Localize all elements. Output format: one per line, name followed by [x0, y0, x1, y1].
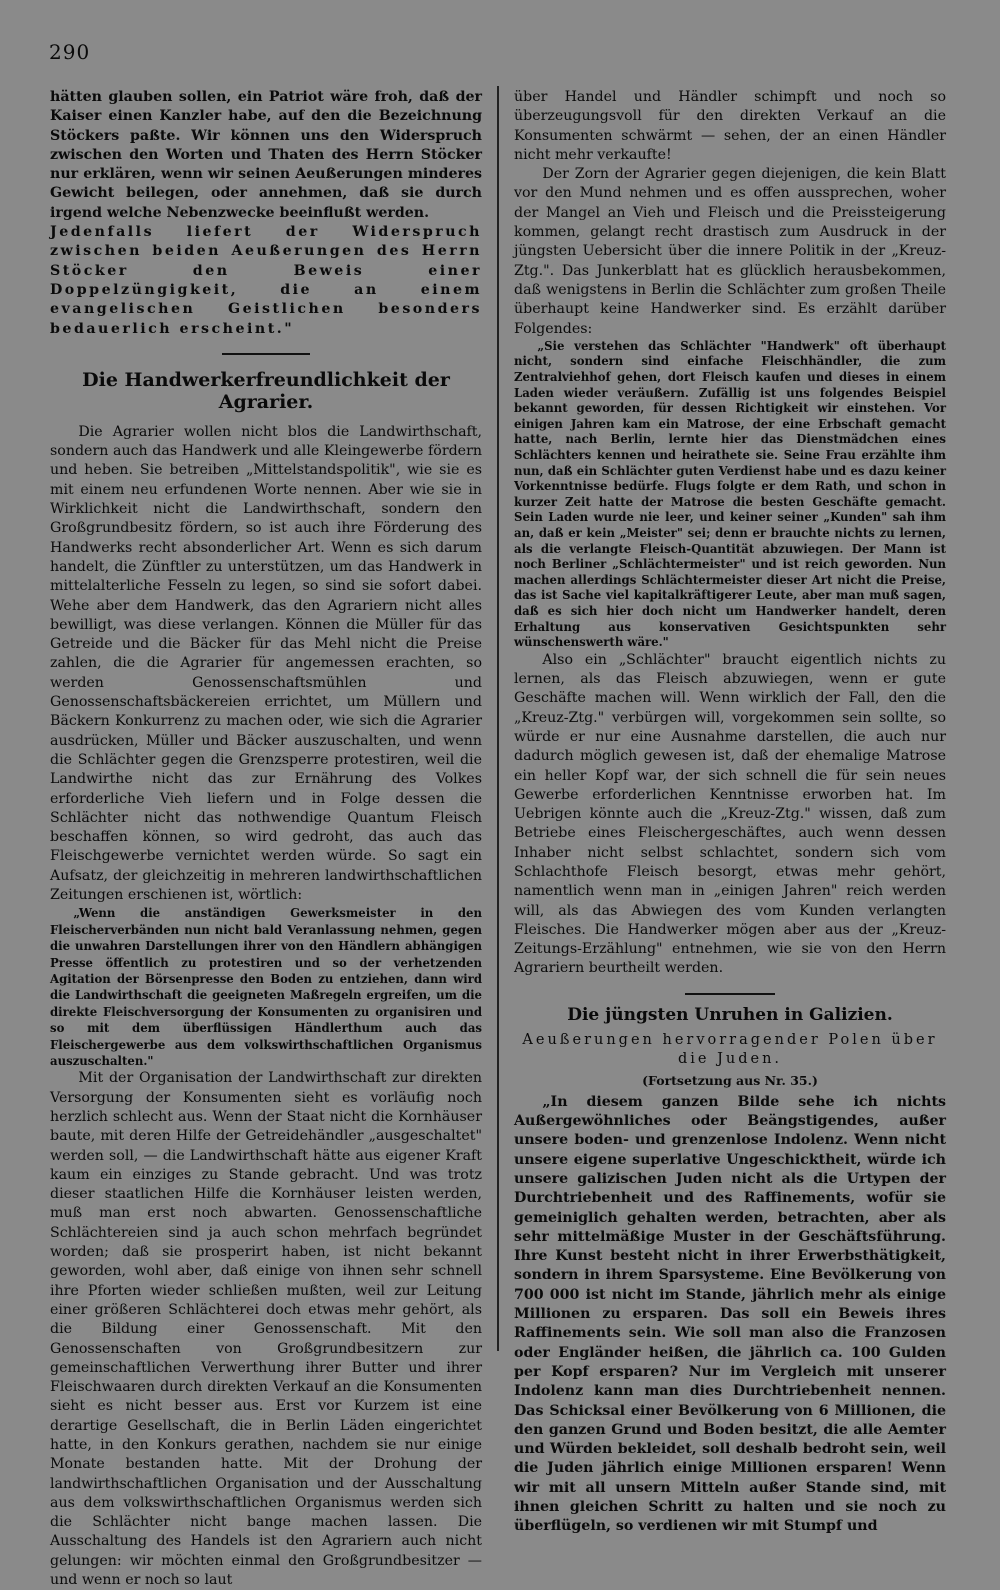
left-paragraph-1: Die Agrarier wollen nicht blos die Landwirthschaft, sondern auch das Handwerk und alle Kleingewerbe fördern und heben. Sie betreiben „Mittelstandspolitik", wie sie es mit einem neu erfundenen Worte nennen. Aber wie sie in Wirklichkeit nicht die Landwirthschaft, sondern den Großgrundbesitz fördern, so ist auch ihre Förderung des Handwerks recht absonderlicher Art. Wenn es sich darum handelt, die Zünftler zu unterstützen, um das Handwerk in mittelalterliche Fesseln zu legen, so sind sie sofort dabei. Wehe aber dem Handwerk, das den Agrariern nicht alles bewilligt, was diese verlangen. Können die Müller für das Getreide und die Bäcker für das Mehl nicht die Preise zahlen, die die Agrarier für angemessen erachten, so werden Genossenschaftsmühlen und Genossenschaftsbäckereien errichtet, um Müllern und Bäckern Konkurrenz zu machen oder, wie sich die Agrarier ausdrücken, Müller und Bäcker auszuschalten, und wenn die Schlächter gegen die Grenzsperre protestiren, weil die Landwirthe nicht das zur Ernährung des Volkes erforderliche Vieh liefern und in Folge dessen die Schlächter nicht das nothwendige Quantum Fleisch beschaffen können, so wird gedroht, das auch das Fleischgewerbe vernichtet werden würde. So sagt ein Aufsatz, der gleichzeitig in mehreren landwirthschaftlichen Zeitungen erschienen ist, wörtlich:	[50, 423, 482, 903]
right-paragraph-1: Der Zorn der Agrarier gegen diejenigen, die kein Blatt vor den Mund nehmen und es offen aussprechen, woher der Mangel an Vieh und Fleisch und die Preissteigerung kommen, gelangt recht drastisch zum Ausdruck in der jüngsten Uebersicht über die innere Politik in der „Kreuz-Ztg.". Das Junkerblatt hat es glücklich herausbekommen, daß wenigstens in Berlin die Schlächter zum großen Theile überhaupt keine Handwerker sind. Es erzählt darüber Folgendes:	[514, 166, 946, 337]
left-paragraph-2: Mit der Organisation der Landwirthschaft zur direkten Versorgung der Konsumenten sieht es vorläufig noch herzlich schlecht aus. Wenn der Staat nicht die Kornhäuser baute, mit deren Hilfe der Getreidehändler „ausgeschaltet" werden soll, — die Landwirthschaft hätte aus eigener Kraft kaum ein einziges zu Stande gebracht. Und was trotz dieser staatlichen Hilfe die Kornhäuser leisten werden, muß man erst noch abwarten. Genossenschaftliche Schlächtereien sind ja auch schon mehrfach begründet worden; daß sie prosperirt haben, ist nicht bekannt geworden, wohl aber, daß einige von ihnen sehr schnell ihre Pforten wieder schließen mußten, weil zur Leitung einer größeren Schlächterei doch etwas mehr gehört, als die Bildung einer Genossenschaft. Mit den Genossenschaften von Großgrundbesitzern zur gemeinschaftlichen Verwerthung ihrer Butter und ihrer Fleischwaaren durch direkten Verkauf an die Konsumenten sieht es nicht besser aus. Erst vor Kurzem ist eine derartige Gesellschaft, die in Berlin Läden eingerichtet hatte, in den Konkurs gerathen, nachdem sie nur einige Monate bestanden hatte. Mit der Drohung der landwirthschaftlichen Organisation und der Ausschaltung aus dem volkswirthschaftlichen Organismus werden sich die Schlächter nicht bange machen lassen. Die Ausschaltung des Handels ist den Agrariern auch nicht gelungen: wir möchten einmal den Großgrundbesitzer — und wenn er noch so laut	[50, 1070, 482, 1589]
page-number: 290	[49, 40, 91, 64]
article-subheading: Aeußerungen hervorragender Polen über die Juden.	[522, 1031, 938, 1067]
left-paragraph-0-spaced: Jedenfalls liefert der Widerspruch zwischen beiden Aeußerungen des Herrn Stöcker den Beweis einer Doppelzüngigkeit, die an einem evangelischen Geistlichen besonders bedauerlich erscheint."	[50, 224, 482, 337]
right-paragraph-3: „In diesem ganzen Bilde sehe ich nichts Außergewöhnliches oder Beängstigendes, außer unsere boden- und grenzenlose Indolenz. Wenn nicht unsere eigene superlative Ungeschicktheit, würde ich unsere galizischen Juden nicht als die Urtypen der Durchtriebenheit und des Raffinements, wofür sie gemeiniglich gehalten werden, betrachten, aber als sehr mittelmäßige Muster in der Geschäftsführung. Ihre Kunst besteht nicht in ihrer Erwerbsthätigkeit, sondern in ihrem Sparsysteme. Eine Bevölkerung von 700 000 ist nicht im Stande, jährlich mehr als einige Millionen zu ersparen. Das soll ein Beweis ihres Raffinements sein. Wie soll man also die Franzosen oder Engländer heißen, die jährlich ca. 100 Gulden per Kopf ersparen? Nur im Vergleich mit unserer Indolenz kann man dies Durchtriebenheit nennen. Das Schicksal einer Bevölkerung von 6 Millionen, die den ganzen Grund und Boden besitzt, die alle Aemter und Würden bekleidet, soll deshalb bedroht sein, weil die Juden jährlich einige Millionen ersparen! Wenn wir mit all unsern Mitteln außer Stande sind, mit ihnen gleichen Schritt zu halten und sie noch zu überflügeln, so verdienen wir mit Stumpf und	[514, 1093, 946, 1535]
left-column	[50, 88, 482, 1590]
right-paragraph-0: über Handel und Händler schimpft und noch so überzeugungsvoll für den direkten Verkauf an die Konsumenten schwärmt — sehen, der an einen Händler nicht mehr verkaufte!	[514, 89, 946, 163]
right-quote-1: „Sie verstehen das Schlächter "Handwerk" oft überhaupt nicht, sondern sind einfache Fleischhändler, die zum Zentralviehhof gehen, dort Fleisch kaufen und dieses in einem Laden wieder veräußern. Zufällig ist uns folgendes Beispiel bekannt geworden, für dessen Richtigkeit wir einstehen. Vor einigen Jahren kam ein Matrose, der eine Erbschaft gemacht hatte, nach Berlin, lernte hier das Dienstmädchen eines Schlächters kennen und heirathete sie. Seine Frau erzählte ihm nun, daß ein Schlächter guten Verdienst habe und es dazu keiner Vorkenntnisse bedürfe. Flugs folgte er dem Rath, und schon in kurzer Zeit hatte der Matrose die besten Geschäfte gemacht. Sein Laden wurde nie leer, und keiner seiner „Kunden" sah ihm an, daß er kein „Meister" sei; denn er brauchte nichts zu lernen, als die verlangte Fleisch-Quantität abzuwiegen. Der Mann ist noch Berliner „Schlächtermeister" und ist reich geworden. Nun machen allerdings Schlächtermeister dieser Art nicht die Preise, das ist Sache viel kapitalkräftigerer Leute, aber man muß sagen, daß es sich hier doch nicht um Handwerker handelt, deren Erhaltung aus konservativen Gesichtspunkten sehr wünschenswerth wäre."	[514, 338, 946, 650]
article-heading-galizien: Die jüngsten Unruhen in Galizien.	[567, 1004, 893, 1025]
right-column	[514, 88, 946, 1537]
continuation-note: (Fortsetzung aus Nr. 35.)	[642, 1072, 818, 1088]
column-divider	[497, 86, 499, 1351]
section-divider	[222, 353, 310, 355]
left-paragraph-0: hätten glauben sollen, ein Patriot wäre froh, daß der Kaiser einen Kanzler habe, auf den die Bezeichnung Stöckers paßte. Wir können uns den Widerspruch zwischen den Worten und Thaten des Herrn Stöcker nur erklären, wenn wir seinen Aeußerungen minderes Gewicht beilegen, oder annehmen, daß sie durch irgend welche Nebenzwecke beeinflußt werden.	[50, 89, 482, 221]
article-heading-agrarier: Die Handwerkerfreundlichkeit der Agrarier.	[82, 368, 450, 413]
right-paragraph-2: Also ein „Schlächter" braucht eigentlich nichts zu lernen, als das Fleisch abzuwiegen, wenn er gute Geschäfte machen will. Wenn wirklich der Fall, den die „Kreuz-Ztg." verbürgen will, vorgekommen sein sollte, so würde er nur eine Ausnahme darstellen, die auch nur dadurch möglich gewesen ist, daß der ehemalige Matrose ein heller Kopf war, der sich schnell die für sein neues Gewerbe erforderlichen Kenntnisse erworben hat. Im Uebrigen könnte auch die „Kreuz-Ztg." wissen, daß zum Betriebe eines Fleischergeschäftes, auch wenn dessen Inhaber nicht selbst schlachtet, sondern sich vom Schlachthofe Fleisch besorgt, etwas mehr gehört, namentlich wenn man in „einigen Jahren" reich werden will, als das Abwiegen des vom Kunden verlangten Fleisches. Die Handwerker mögen aber aus der „Kreuz-Zeitungs-Erzählung" entnehmen, wie sie von den Herrn Agrariern beurtheilt werden.	[514, 651, 946, 977]
left-quote-1: „Wenn die anständigen Gewerksmeister in den Fleischerverbänden nun nicht bald Veranlassung nehmen, gegen die unwahren Darstellungen ihrer von den Händlern abhängigen Presse öffentlich zu protestiren und so der verhetzenden Agitation der Börsenpresse den Boden zu entziehen, dann wird die Landwirthschaft die geeigneten Maßregeln ergreifen, um die direkte Fleischversorgung der Konsumenten zu organisiren und so mit dem überflüssigen Händlerthum auch das Fleischergewerbe aus dem volkswirthschaftlichen Organismus auszuschalten."	[50, 906, 482, 1068]
section-divider-right	[685, 993, 775, 995]
